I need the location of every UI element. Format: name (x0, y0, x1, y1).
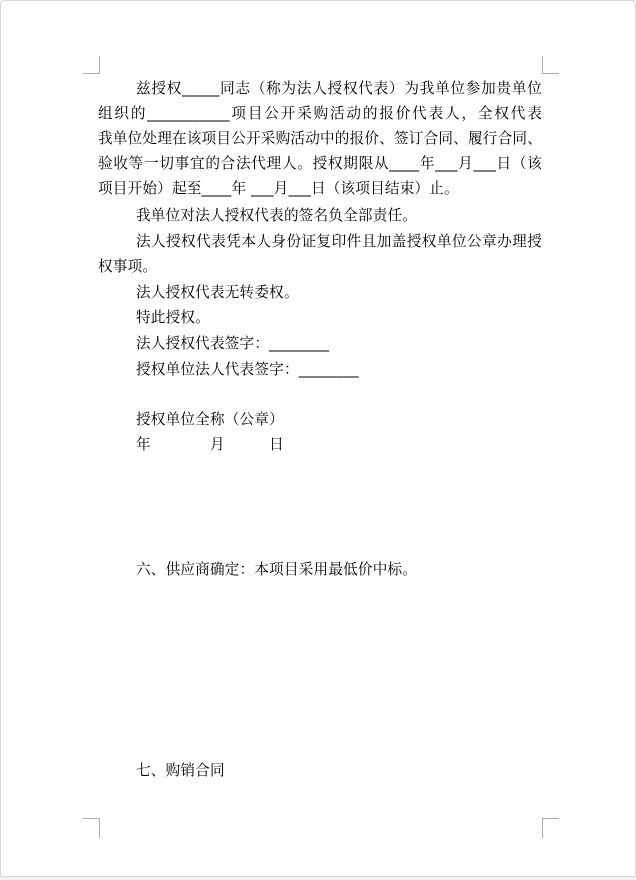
document-line[interactable]: 授权单位全称（公章） (136, 411, 284, 428)
document-line[interactable]: 六、供应商确定：本项目采用最低价中标。 (136, 561, 418, 578)
document-line[interactable]: 法人授权代表凭本人身份证复印件且加盖授权单位公章办理授 (136, 233, 542, 250)
document-line[interactable]: 验收等一切事宜的合法代理人。授权期限从____年___月___日（该 (98, 155, 542, 172)
document-line[interactable]: 我单位对法人授权代表的签名负全部责任。 (136, 207, 418, 224)
document-line[interactable]: 权事项。 (98, 258, 158, 275)
document-line[interactable]: 授权单位法人代表签字：________ (136, 361, 359, 378)
document-line[interactable]: 兹授权_____同志（称为法人授权代表）为我单位参加贵单位 (136, 80, 542, 97)
margin-crop-mark-top-right-icon (542, 56, 559, 74)
margin-crop-mark-bottom-right-icon (542, 818, 559, 838)
document-line[interactable]: 年 月 日 (136, 436, 284, 453)
document-line[interactable]: 七、购销合同 (136, 762, 225, 779)
document-line[interactable]: 项目开始）起至____年 ___月___日（该项目结束）止。 (98, 180, 459, 197)
document-line[interactable]: 组织的___________项目公开采购活动的报价代表人，全权代表 (98, 105, 542, 122)
document-line[interactable]: 特此授权。 (136, 309, 210, 326)
document-line[interactable]: 法人授权代表无转委权。 (136, 284, 299, 301)
document-line[interactable]: 我单位处理在该项目公开采购活动中的报价、签订合同、履行合同、 (98, 130, 542, 147)
document-text-area[interactable] (98, 1, 542, 876)
document-line[interactable]: 法人授权代表签字：________ (136, 335, 330, 352)
